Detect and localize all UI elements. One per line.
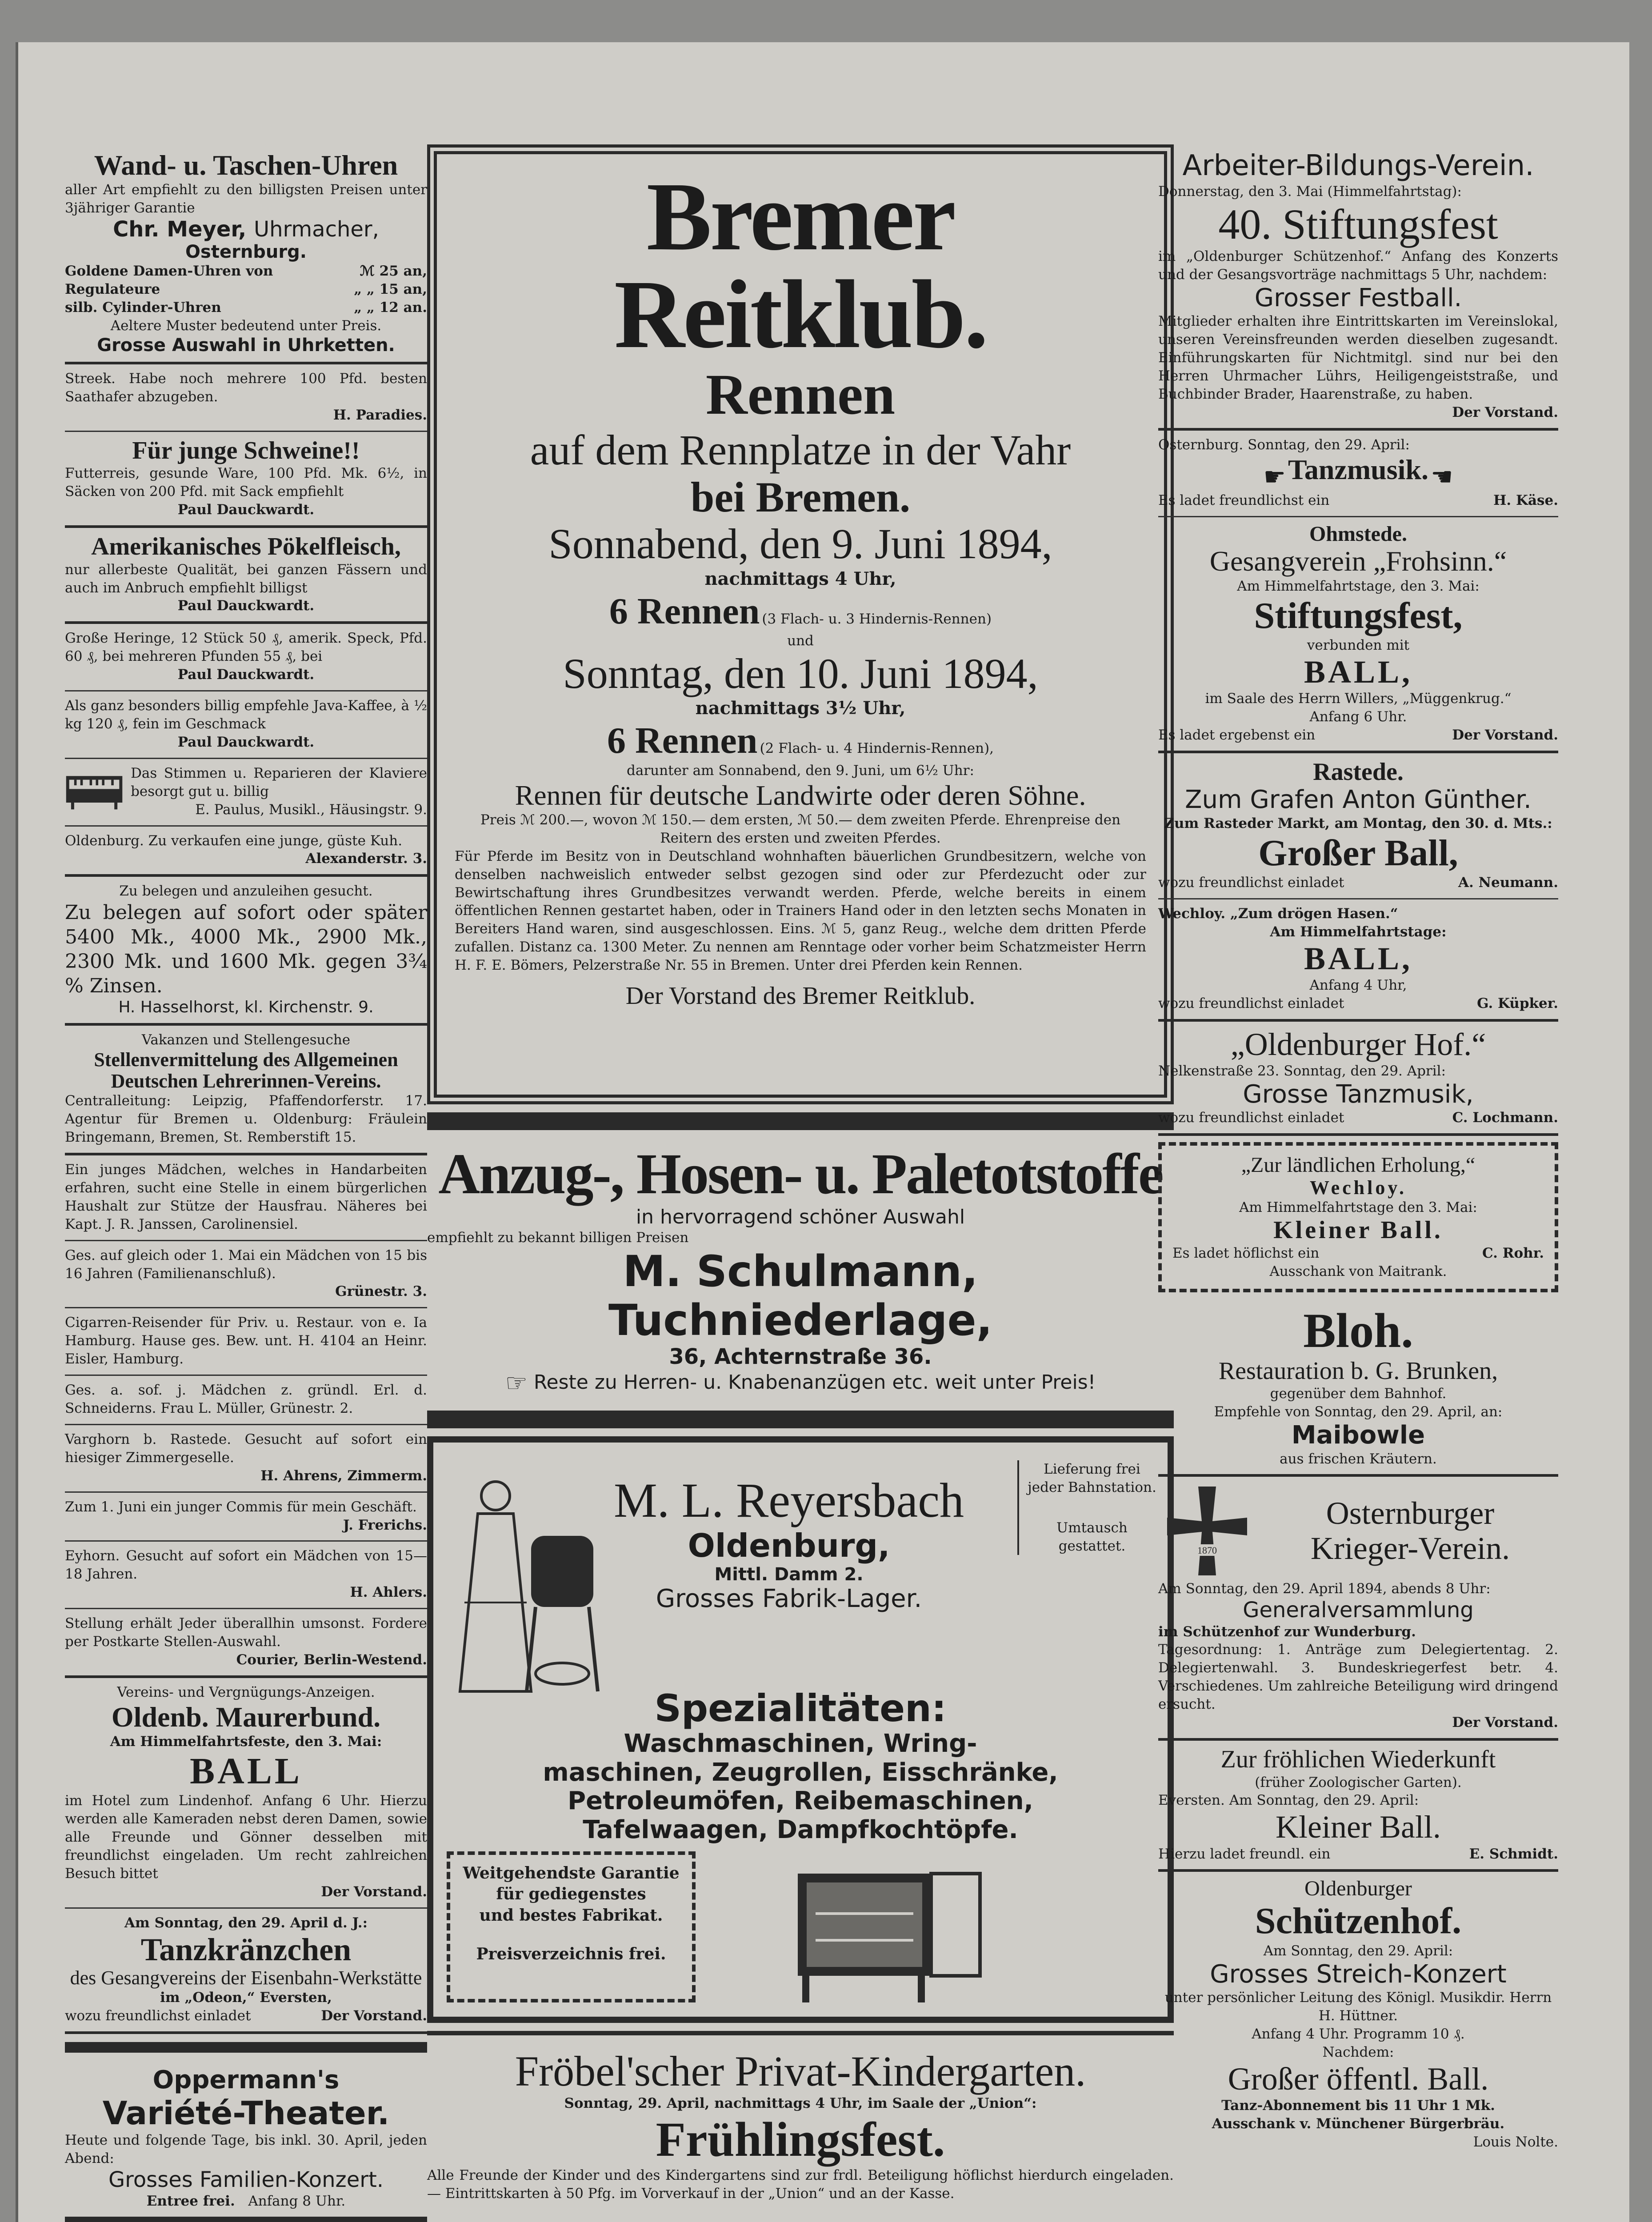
- ad-place: im „Odeon,“ Eversten,: [160, 1990, 332, 2006]
- ad-signature: H. Käse.: [1493, 492, 1558, 508]
- ad-text: Es ladet freundlichst ein: [1158, 492, 1330, 508]
- ad-title: Oldenb. Maurerbund.: [111, 1701, 381, 1733]
- ad-wand-uhren: [65, 144, 427, 364]
- ad-title: Oppermann's: [152, 2066, 340, 2095]
- ad-wechloy-hasen: [1158, 899, 1558, 1022]
- ad-time: Anfang 8 Uhr.: [248, 2193, 346, 2210]
- ad-highlight: Rennen für deutsche Landwirte oder deren Söhne.: [515, 779, 1086, 811]
- ad-date: Donnerstag, den 3. Mai (Himmelfahrtstag):: [1158, 183, 1462, 200]
- pointing-hand-icon: ☛: [1263, 462, 1286, 492]
- ad-specialties: Spezialitäten:: [654, 1686, 947, 1730]
- ad-signature: Der Vorstand.: [1452, 404, 1558, 420]
- ad-invite: Hierzu ladet freundl. ein: [1158, 1846, 1331, 1862]
- ad-signature: Der Vorstand.: [1452, 727, 1558, 743]
- ad-subtitle: (früher Zoologischer Garten).: [1255, 1774, 1462, 1790]
- ad-title: Restauration b. G. Brunken,: [1218, 1357, 1498, 1385]
- price-label: Goldene Damen-Uhren von: [65, 263, 273, 280]
- merchant-trade: Uhrmacher,: [253, 217, 379, 242]
- ad-text: Als ganz besonders billig empfehle Java-Kaffee, à ½ kg 120 ₰, fein im Geschmack: [65, 698, 427, 732]
- ad-signature: Paul Dauckwardt.: [177, 734, 315, 750]
- ad-title: Zur fröhlichen Wiederkunft: [1220, 1745, 1496, 1773]
- ad-slogan: Grosse Auswahl in Uhrketten.: [97, 335, 395, 356]
- ad-signature: G. Küpker.: [1477, 995, 1558, 1011]
- ad-title: Arbeiter-Bildungs-Verein.: [1182, 149, 1534, 182]
- ad-text: Alle Freunde der Kinder und des Kindergartens sind zur frdl. Beteiligung höflichst hierdurch eingeladen. — Eintrittskarten à 50 Pfg. im Vorverkauf in der „Union“ und an der Kasse.: [427, 2167, 1174, 2202]
- ad-signature: H. Paradies.: [333, 407, 427, 423]
- ad-highlight: 40. Stiftungsfest: [1218, 200, 1498, 248]
- ad-title: Osternburger: [1326, 1495, 1495, 1531]
- ad-rennen: Rennen: [705, 363, 896, 427]
- ad-guarantee: Weitgehendste Garantie: [463, 1863, 680, 1882]
- ad-text: Streek. Habe noch mehrere 100 Pfd. besten Saathafer abzugeben.: [65, 371, 427, 405]
- newspaper-page: [16, 42, 1629, 2222]
- ad-text: Große Heringe, 12 Stück 50 ₰, amerik. Speck, Pfd. 60 ₰, bei mehreren Pfunden 55 ₰, bei: [65, 630, 427, 665]
- ad-date: Am Himmelfahrtstage den 3. Mai:: [1239, 1199, 1477, 1216]
- ad-schulmann: [427, 1138, 1174, 1403]
- ad-note: Ausschank von Maitrank.: [1269, 1263, 1447, 1279]
- ad-date: Sonntag, 29. April, nachmittags 4 Uhr, im Saale der „Union“:: [564, 2095, 1037, 2112]
- ad-subtitle: gegenüber dem Bahnhof.: [1270, 1386, 1447, 1402]
- ad-invite: wozu freundlichst einladet: [1158, 995, 1344, 1011]
- ad-text: Zu belegen auf sofort oder später 5400 Mk., 4000 Mk., 2900 Mk., 2300 Mk. und 1600 Mk. gegen 3¾ % Zinsen.: [65, 901, 427, 998]
- ad-exchange: Umtausch: [1056, 1519, 1128, 1536]
- ad-text: Cigarren-Reisender für Priv. u. Restaur. von e. Ia Hamburg. Hause ges. Bew. unt. H. 4104 an Heinr. Eisler, Hamburg.: [65, 1315, 427, 1367]
- ad-date: Am Himmelfahrtstage:: [1270, 923, 1447, 940]
- ad-price-list: Preisverzeichnis frei.: [476, 1945, 666, 1964]
- ad-kuh: [65, 827, 427, 877]
- ad-time: nachmittags 4 Uhr,: [704, 568, 896, 589]
- ad-product-line: Petroleumöfen, Reibemaschinen,: [568, 1786, 1033, 1816]
- ad-zimmergeselle: [65, 1425, 427, 1493]
- rule: [427, 1411, 1174, 1428]
- ad-krieger-verein: [1158, 1477, 1558, 1741]
- ad-oldenburger-hof: [1158, 1022, 1558, 1136]
- ad-text: Tagesordnung: 1. Anträge zum Delegiertentag. 2. Delegiertenwahl. 3. Bundeskriegerfest betr. 4. Verschiedenes. Um zahlreiche Beteiligung wird dringend ersucht.: [1158, 1642, 1558, 1713]
- ad-note: aus frischen Kräutern.: [1280, 1451, 1437, 1467]
- ad-place: Rastede.: [1313, 758, 1404, 786]
- ad-title: Tanzmusik.: [1288, 453, 1428, 485]
- iron-cross-icon: [1158, 1482, 1256, 1580]
- ad-laendliche-erholung: [1158, 1142, 1558, 1292]
- ad-title: „Oldenburger Hof.“: [1230, 1026, 1486, 1062]
- ad-text: aller Art empfiehlt zu den billigsten Preisen unter 3jähriger Garantie: [65, 182, 427, 216]
- ad-reyersbach: [427, 1436, 1174, 2023]
- ad-invite: Es ladet höflichst ein: [1172, 1245, 1320, 1261]
- ad-place: Bloh.: [1303, 1303, 1413, 1358]
- ad-highlight: Stiftungsfest,: [1254, 595, 1463, 636]
- ad-title: Zum Grafen Anton Günther.: [1185, 785, 1532, 815]
- ad-title: Stellenvermittelung des Allgemeinen Deutschen Lehrerinnen-Vereins.: [94, 1048, 398, 1092]
- ad-highlight: Grosses Familien-Konzert.: [108, 2167, 384, 2193]
- ad-signature: Paul Dauckwardt.: [177, 502, 315, 518]
- ad-delivery: jeder Bahnstation.: [1028, 1479, 1156, 1495]
- ad-signature: Courier, Berlin-Westend.: [236, 1651, 427, 1668]
- ad-title: Krieger-Verein.: [1310, 1531, 1510, 1567]
- merchant-name: M. L. Reyersbach: [613, 1473, 964, 1527]
- ad-race-count: 6 Rennen: [609, 590, 760, 632]
- ad-subtitle: des Gesangvereins der Eisenbahn-Werkstätte: [70, 1967, 422, 1989]
- ad-date: Am Sonntag, den 29. April d. J.:: [124, 1914, 368, 1931]
- ad-entree: Entree frei.: [146, 2193, 235, 2210]
- ad-date: Am Sonntag, den 29. April:: [1263, 1942, 1453, 1959]
- column-left: [65, 144, 427, 2222]
- ad-signature: C. Lochmann.: [1452, 1110, 1558, 1126]
- ad-note: Nachdem:: [1322, 2044, 1394, 2060]
- ad-maedchen-janssen: [65, 1155, 427, 1241]
- ad-froebel: [427, 2043, 1174, 2207]
- ad-ball: Großer öffentl. Ball.: [1228, 2061, 1489, 2097]
- ad-java-kaffee: [65, 691, 427, 759]
- ad-title: Wand- u. Taschen-Uhren: [94, 149, 398, 181]
- ad-text: empfiehlt zu bekannt billigen Preisen: [427, 1229, 689, 1246]
- ad-race-detail: (3 Flach- u. 3 Hindernis-Rennen): [762, 611, 992, 627]
- ad-subtitle: Grosses Fabrik-Lager.: [656, 1584, 922, 1613]
- ad-signature: C. Rohr.: [1482, 1245, 1544, 1261]
- ad-product-line: Waschmaschinen, Wring-: [624, 1729, 977, 1758]
- ad-race-detail: (2 Flach- u. 4 Hindernis-Rennen),: [760, 740, 994, 757]
- ad-ball: BALL,: [1304, 654, 1413, 690]
- ad-ball: Kleiner Ball.: [1276, 1809, 1441, 1845]
- ad-date: Sonnabend, den 9. Juni 1894,: [548, 520, 1052, 568]
- rule: [65, 2042, 427, 2053]
- column-center: [427, 144, 1174, 2207]
- ad-title: Für junge Schweine!!: [132, 436, 360, 464]
- ad-stellung: [65, 1609, 427, 1678]
- price-value: „ „ 12 an.: [354, 300, 427, 316]
- ad-bremer-reitklub: [427, 144, 1174, 1104]
- ad-signature: E. Paulus, Musikl., Häusingstr. 9.: [195, 801, 427, 818]
- ad-title: Oldenburger: [1304, 1877, 1412, 1901]
- ad-signature: Der Vorstand.: [1452, 1714, 1558, 1731]
- ad-subtitle: auf dem Rennplatze in der Vahr: [530, 426, 1071, 474]
- ad-date: Sonntag, den 10. Juni 1894,: [563, 649, 1038, 697]
- ad-ball: Großer Ball,: [1258, 832, 1458, 874]
- ad-subtitle: bei Bremen.: [690, 473, 911, 521]
- ad-date: Osternburg. Sonntag, den 29. April:: [1158, 436, 1410, 453]
- ad-highlight: Grosse Tanzmusik,: [1243, 1079, 1474, 1109]
- rule: [427, 1112, 1174, 1130]
- section-heading: Vakanzen und Stellengesuche: [141, 1031, 351, 1048]
- ad-date: Am Himmelfahrtsfeste, den 3. Mai:: [110, 1734, 382, 1750]
- ad-signature: H. Ahlers.: [350, 1584, 427, 1601]
- ad-signature: Louis Nolte.: [1473, 2134, 1558, 2150]
- ad-commis: [65, 1493, 427, 1542]
- ad-note: Reste zu Herren- u. Knabenanzügen etc. weit unter Preis!: [533, 1371, 1096, 1394]
- ad-heading: Zu belegen und anzuleihen gesucht.: [119, 883, 373, 899]
- ad-time: Anfang 4 Uhr,: [1309, 977, 1407, 994]
- ad-text: Oldenburg. Zu verkaufen eine junge, güste Kuh.: [65, 832, 403, 849]
- ad-text: Ein junges Mädchen, welches in Handarbeiten erfahren, sucht eine Stelle in einem bürgerlichen Haushalt zur Stütze der Hausfrau. Näheres bei Kapt. J. R. Janssen, Carolinensiel.: [65, 1162, 427, 1232]
- ad-ball: BALL: [190, 1750, 302, 1792]
- ad-highlight: Generalversammlung: [1243, 1598, 1474, 1623]
- merchant-city: Oldenburg,: [688, 1527, 890, 1564]
- ad-text: Stellung erhält Jeder überallhin umsonst. Fordere per Postkarte Stellen-Auswahl.: [65, 1615, 427, 1650]
- ad-time: Anfang 4 Uhr. Programm 10 ₰.: [1252, 2026, 1465, 2042]
- ad-heringe: [65, 624, 427, 691]
- ad-highlight: Grosses Streich-Konzert: [1210, 1959, 1507, 1989]
- ad-highlight: Maibowle: [1291, 1421, 1425, 1450]
- ad-title: Bremer Reitklub.: [614, 162, 987, 368]
- ad-note: Aeltere Muster bedeutend unter Preis.: [110, 318, 382, 334]
- price-label: silb. Cylinder-Uhren: [65, 300, 221, 316]
- ad-title: Fröbel'scher Privat-Kindergarten.: [515, 2047, 1086, 2095]
- ad-ball: BALL,: [1304, 940, 1413, 976]
- ad-signature: Paul Dauckwardt.: [177, 598, 315, 614]
- ad-date: Am Sonntag, den 29. April 1894, abends 8 Uhr:: [1158, 1581, 1491, 1597]
- merchant-name: M. Schulmann, Tuchniederlage,: [608, 1246, 993, 1345]
- ad-arbeiter-bildungs-verein: [1158, 144, 1558, 431]
- ad-date: Empfehle von Sonntag, den 29. April, an:: [1214, 1404, 1503, 1420]
- ad-place: im „Oldenburger Schützenhof.“ Anfang des Konzerts und der Gesangsvorträge nachmittags 5 Uhr, nachdem:: [1158, 248, 1558, 283]
- cross-year: 1870: [1197, 1545, 1217, 1556]
- ad-signature: Der Vorstand.: [321, 1884, 427, 1900]
- ad-tanzkraenzchen: [65, 1909, 427, 2034]
- ad-ohmstede-frohsinn: [1158, 517, 1558, 753]
- merchant-address: Mittl. Damm 2.: [714, 1564, 864, 1585]
- ad-text: verbunden mit: [1307, 637, 1410, 654]
- ad-signature: Paul Dauckwardt.: [177, 667, 315, 683]
- ad-exchange: gestattet.: [1058, 1538, 1126, 1554]
- pointing-hand-icon: ☞: [505, 1369, 528, 1398]
- ad-streek: [65, 364, 427, 432]
- ad-text: Futterreis, gesunde Ware, 100 Pfd. Mk. 6½, in Säcken von 200 Pfd. mit Sack empfiehlt: [65, 465, 427, 500]
- ad-title-main: Variété-Theater.: [102, 2094, 390, 2132]
- ad-osternburg-tanzmusik: [1158, 431, 1558, 517]
- ad-signature: A. Neumann.: [1458, 875, 1558, 891]
- ad-ausschank: Ausschank v. Münchener Bürgerbräu.: [1212, 2115, 1505, 2132]
- section-heading: Vereins- und Vergnügungs-Anzeigen.: [117, 1684, 375, 1700]
- ad-product-line: Tafelwaagen, Dampfkochtöpfe.: [583, 1815, 1018, 1844]
- pointing-hand-icon: ☚: [1431, 462, 1453, 492]
- ad-abonnement: Tanz-Abonnement bis 11 Uhr 1 Mk.: [1221, 2097, 1495, 2114]
- ad-text: unter persönlicher Leitung des Königl. Musikdir. Herrn H. Hüttner.: [1164, 1989, 1552, 2024]
- ad-signature: J. Frerichs.: [343, 1517, 427, 1533]
- ad-signature: Der Vorstand des Bremer Reitklub.: [625, 982, 976, 1010]
- ad-title: „Zur ländlichen Erholung,“: [1241, 1153, 1476, 1177]
- ad-place: Wechloy.: [1310, 1177, 1407, 1199]
- ad-and: und: [787, 632, 814, 649]
- ad-race-count: 6 Rennen: [607, 720, 758, 762]
- ad-title: Anzug-, Hosen- u. Paletotstoffe: [438, 1142, 1163, 1206]
- ad-schweine: [65, 432, 427, 528]
- ad-guarantee: und bestes Fabrikat.: [479, 1906, 663, 1925]
- ad-highlight: Frühlingsfest.: [656, 2112, 945, 2167]
- ad-text: Das Stimmen u. Reparieren der Klaviere besorgt gut u. billig: [131, 765, 427, 799]
- ad-bloh-brunken: [1158, 1299, 1558, 1477]
- ad-title-main: Schützenhof.: [1255, 1900, 1462, 1942]
- ad-schneiderin: [65, 1376, 427, 1425]
- ad-geld: [65, 877, 427, 1025]
- ad-time: Anfang 6 Uhr.: [1309, 709, 1407, 725]
- ad-rastede: [1158, 753, 1558, 899]
- ad-variete: [65, 2061, 427, 2222]
- ad-text: Varghorn b. Rastede. Gesucht auf sofort ein hiesiger Zimmergeselle.: [65, 1431, 427, 1466]
- ad-text: im Hotel zum Lindenhof. Anfang 6 Uhr. Hierzu werden alle Kameraden nebst deren Damen, sowie alle Freunde und Gönner desselben mit freundlichst eingeladen. Um recht zahlreichen Besuch bittet: [65, 1793, 427, 1882]
- ad-ball: Grosser Festball.: [1254, 283, 1462, 312]
- ad-text: Ges. a. sof. j. Mädchen z. gründl. Erl. d. Schneiderns. Frau L. Müller, Grünestr. 2.: [65, 1382, 427, 1416]
- ad-invite: wozu freundlichst einladet: [1158, 1110, 1344, 1126]
- ad-time: nachmittags 3½ Uhr,: [695, 698, 906, 719]
- washing-machine-woman-icon: [447, 1469, 607, 1700]
- ad-text: wozu freundlichst einladet: [65, 2008, 251, 2024]
- ad-note: darunter am Sonnabend, den 9. Juni, um 6½ Uhr:: [627, 762, 974, 779]
- ad-froehliche-wiederkunft: [1158, 1741, 1558, 1872]
- ad-date: Zum Rasteder Markt, am Montag, den 30. d. Mts.:: [1164, 815, 1552, 831]
- ad-signature: E. Schmidt.: [1469, 1846, 1558, 1862]
- ad-text: Zum 1. Juni ein junger Commis für mein Geschäft.: [65, 1499, 417, 1515]
- ad-text: nur allerbeste Qualität, bei ganzen Fässern und auch im Anbruch empfiehlt billigst: [65, 561, 427, 596]
- piano-icon: [65, 765, 124, 818]
- ad-title: Gesangverein „Frohsinn.“: [1209, 545, 1507, 577]
- ad-place-detail: im Saale des Herrn Willers, „Müggenkrug.“: [1205, 691, 1512, 707]
- price-label: Regulateure: [65, 281, 160, 298]
- rule: [427, 2031, 1174, 2035]
- ad-text: Heute und folgende Tage, bis inkl. 30. April, jeden Abend:: [65, 2132, 427, 2167]
- ad-text: Centralleitung: Leipzig, Pfaffendorferstr. 17. Agentur für Bremen u. Oldenburg: Fräulein Bringemann, Bremen, St. Remberstift 15.: [65, 1093, 427, 1146]
- ad-text: Für Pferde im Besitz von in Deutschland wohnhaften bäuerlichen Grundbesitzern, welche von denselben nachweislich entweder selbst gezogen sind oder zur Pferdezucht oder zur Bewirtschaftung ihres Grundbesitzes verwandt werden. Pferde, welche bereits in einem öffentlichen Rennen gestartet haben, oder in Trainers Hand oder in den letzten sechs Monaten in Bereiters Hand waren, sind ausgeschlossen. Eins. ℳ 5, ganz Reug., welche dem dritten Pferde zufallen. Distanz ca. 1300 Meter. Zu nennen am Renntage oder vorher beim Schatzmeister Herrn H. F. E. Bömers, Pelzerstraße Nr. 55 in Bremen. Unter drei Pferden kein Rennen.: [455, 848, 1146, 974]
- price-value: ℳ 25 an,: [360, 263, 427, 280]
- merchant-place: Osternburg.: [185, 242, 307, 263]
- ad-signature: H. Ahrens, Zimmerm.: [260, 1467, 427, 1484]
- ad-eyhorn: [65, 1542, 427, 1609]
- ad-invite: wozu freundlichst einladet: [1158, 875, 1344, 891]
- ad-delivery: Lieferung frei: [1044, 1461, 1140, 1477]
- ad-place: Ohmstede.: [1309, 522, 1407, 546]
- ad-poekelfleisch: [65, 528, 427, 624]
- ad-text: Ges. auf gleich oder 1. Mai ein Mädchen von 15 bis 16 Jahren (Familienanschluß).: [65, 1247, 427, 1282]
- ad-signature: Grünestr. 3.: [335, 1283, 427, 1300]
- ad-ball: Kleiner Ball.: [1273, 1216, 1443, 1244]
- ad-place: im Schützenhof zur Wunderburg.: [1158, 1623, 1416, 1640]
- ad-stellenvermittelung: [65, 1026, 427, 1155]
- ad-oldenburger-schuetzenhof: [1158, 1872, 1558, 2157]
- ice-cabinet-icon: [771, 1856, 993, 2007]
- merchant-address: 36, Achternstraße 36.: [669, 1344, 932, 1370]
- ad-date: Eversten. Am Sonntag, den 29. April:: [1158, 1792, 1419, 1809]
- ad-prize: Preis ℳ 200.—, wovon ℳ 150.— dem ersten, ℳ 50.— dem zweiten Pferde. Ehrenpreise den Reitern des ersten und zweiten Pferdes.: [480, 811, 1121, 846]
- ad-title: Amerikanisches Pökelfleisch,: [91, 533, 401, 561]
- ad-guarantee: für gediegenstes: [496, 1885, 646, 1904]
- column-right: [1158, 144, 1558, 2157]
- ad-signature: Der Vorstand.: [321, 2008, 427, 2024]
- ad-product-line: maschinen, Zeugrollen, Eisschränke,: [543, 1758, 1058, 1787]
- ad-subtitle: in hervorragend schöner Auswahl: [636, 1206, 965, 1228]
- ad-klavier: [65, 759, 427, 827]
- merchant-name: Chr. Meyer,: [113, 217, 247, 242]
- ad-title: Tanzkränzchen: [140, 1931, 352, 1967]
- ad-invite: Es ladet ergebenst ein: [1158, 727, 1316, 743]
- ad-maedchen-gruenestr: [65, 1241, 427, 1309]
- ad-signature: Alexanderstr. 3.: [305, 851, 427, 867]
- ad-text: Mitglieder erhalten ihre Eintrittskarten im Vereinslokal, unseren Vereinsfreunden werden dieselben zugesandt. Einführungskarten für Nichtmitgl. sind nur bei den Herren Uhrmacher Lührs, Heiligengeiststraße, und Buchbinder Brader, Haarenstraße, zu haben.: [1158, 313, 1558, 402]
- ad-title: Wechloy. „Zum drögen Hasen.“: [1158, 906, 1398, 922]
- ad-cigarren: [65, 1308, 427, 1376]
- price-value: „ „ 15 an,: [354, 281, 427, 298]
- ad-date: Am Himmelfahrtstage, den 3. Mai:: [1237, 578, 1480, 594]
- ad-text: Eyhorn. Gesucht auf sofort ein Mädchen von 15—18 Jahren.: [65, 1548, 427, 1583]
- ad-date: Nelkenstraße 23. Sonntag, den 29. April:: [1158, 1063, 1446, 1079]
- ad-maurerbund: [65, 1678, 427, 1909]
- ad-signature: H. Hasselhorst, kl. Kirchenstr. 9.: [118, 998, 374, 1017]
